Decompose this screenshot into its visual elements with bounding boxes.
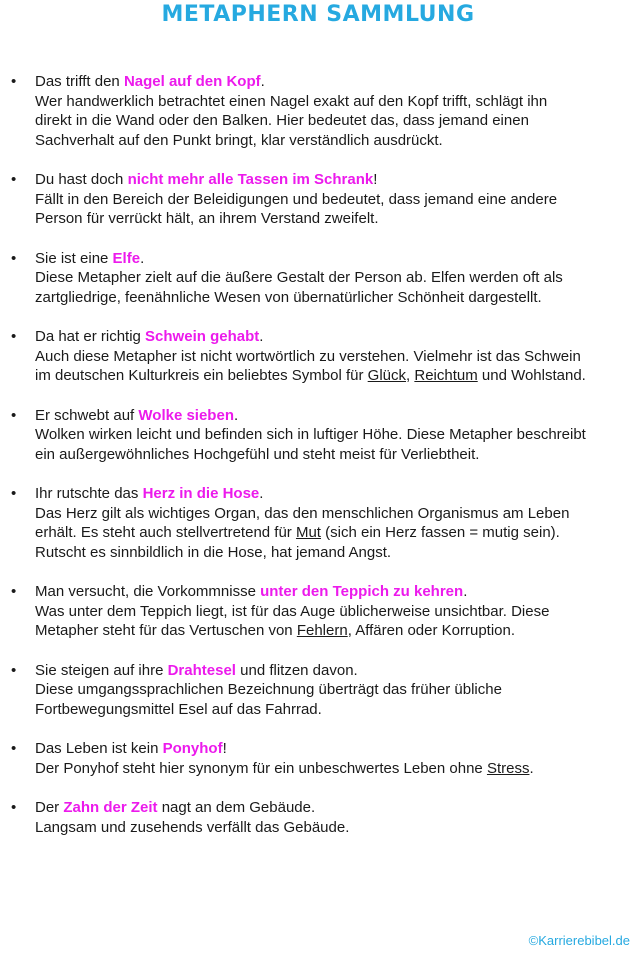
heading-text: ! (373, 171, 378, 188)
bullet: • (11, 661, 17, 679)
metaphor-highlight: Zahn der Zeit (63, 799, 158, 816)
item-heading (35, 661, 636, 681)
item-heading (35, 170, 636, 190)
list-item (0, 484, 636, 562)
description-text: (sich ein Herz fassen = mutig sein). (320, 524, 560, 541)
bullet: • (11, 799, 17, 816)
description-text: , Affären oder Korruption. (347, 622, 516, 639)
item-heading (35, 327, 636, 347)
description-text: im deutschen Kulturkreis ein beliebtes Symbol für (35, 367, 368, 384)
description-line: Fortbewegungsmittel Esel auf das Fahrrad. (35, 700, 322, 718)
description-line: Person für verrückt hält, an ihrem Verstand zweifelt. (35, 210, 379, 227)
heading-text: . (233, 406, 239, 424)
bullet: • (11, 740, 17, 757)
heading-text: Das Leben ist kein (35, 740, 163, 757)
description-line: Fällt in den Bereich der Beleidigungen und bedeutet, dass jemand eine andere (35, 190, 558, 208)
list-item (0, 72, 636, 150)
item-heading (35, 484, 636, 504)
copyright-footer[interactable]: ©Karrierebibel.de (528, 933, 630, 948)
list-item (0, 249, 636, 308)
heading-text: und flitzen davon. (235, 661, 358, 679)
item-heading (35, 72, 636, 92)
bullet: • (11, 583, 17, 600)
list-item (0, 739, 636, 778)
link-glueck[interactable]: Glück (367, 367, 407, 384)
description-text: , (406, 367, 415, 384)
description-text: Metapher steht für das Vertuschen von (35, 622, 297, 639)
description-line: zartgliedrige, feenähnliche Wesen von übernatürlicher Schönheit dargestellt. (35, 288, 542, 306)
page-title: METAPHERN SAMMLUNG (161, 2, 475, 27)
bullet: • (11, 406, 17, 424)
description-text: . (529, 759, 534, 777)
item-heading (35, 798, 636, 818)
heading-text: . (259, 485, 264, 502)
bullet: • (11, 485, 17, 502)
heading-text: ! (222, 740, 227, 757)
description-text: erhält. Es steht auch stellvertretend für (35, 524, 296, 541)
link-reichtum[interactable]: Reichtum (414, 367, 478, 384)
heading-text: . (259, 328, 264, 345)
bullet: • (11, 171, 17, 188)
description-line: Diese Metapher zielt auf die äußere Gestalt der Person ab. Elfen werden oft als (35, 269, 563, 286)
metaphor-highlight: Elfe (112, 249, 141, 267)
item-heading (35, 249, 636, 269)
metaphor-list (0, 72, 636, 857)
heading-text: Du hast doch (35, 171, 128, 188)
description-line (35, 366, 636, 386)
description-line: Wer handwerklich betrachtet einen Nagel exakt auf den Kopf trifft, schlägt ihn (35, 92, 548, 110)
heading-text: Sie ist eine (35, 249, 113, 267)
metaphor-highlight: Schwein gehabt (145, 328, 260, 345)
item-heading (35, 582, 636, 602)
item-heading (35, 739, 636, 759)
heading-text: Ihr rutschte das (35, 485, 143, 502)
list-item (0, 661, 636, 720)
description-line (35, 621, 636, 641)
link-mut[interactable]: Mut (295, 524, 321, 541)
bullet: • (11, 73, 17, 90)
list-item (0, 170, 636, 229)
heading-text: . (260, 73, 265, 90)
metaphor-highlight: unter den Teppich zu kehren (260, 583, 464, 600)
item-heading (35, 406, 636, 426)
heading-text: Sie steigen auf ihre (35, 661, 168, 679)
description-line: Rutscht es sinnbildlich in die Hose, hat jemand Angst. (35, 543, 392, 561)
description-line: Das Herz gilt als wichtiges Organ, das den menschlichen Organismus am Leben (35, 504, 570, 522)
description-line: Diese umgangssprachlichen Bezeichnung überträgt das früher übliche (35, 681, 502, 698)
bullet: • (11, 249, 17, 267)
description-line (35, 759, 636, 779)
description-line: Langsam und zusehends verfällt das Gebäude. (35, 818, 350, 836)
heading-text: nagt an dem Gebäude. (157, 799, 316, 816)
heading-text: Der (35, 799, 64, 816)
heading-text: Da hat er richtig (35, 328, 146, 345)
metaphor-highlight: Ponyhof (162, 740, 223, 757)
metaphor-highlight: Herz in die Hose (142, 485, 260, 502)
list-item (0, 406, 636, 465)
metaphor-highlight: Nagel auf den Kopf (123, 73, 261, 90)
list-item (0, 798, 636, 837)
description-line (35, 523, 636, 543)
heading-text: Er schwebt auf (35, 406, 139, 424)
metaphor-highlight: Drahtesel (167, 661, 236, 679)
description-text: Der Ponyhof steht hier synonym für ein unbeschwertes Leben ohne (35, 759, 487, 777)
link-stress[interactable]: Stress (486, 759, 530, 777)
heading-text: . (140, 249, 145, 267)
link-fehlern[interactable]: Fehlern (296, 622, 348, 639)
heading-text: Man versucht, die Vorkommnisse (35, 583, 261, 600)
description-line: Sachverhalt auf den Punkt bringt, klar verständlich ausdrückt. (35, 131, 443, 149)
description-text: und Wohlstand. (477, 367, 586, 384)
bullet: • (11, 328, 17, 345)
description-line: ein außergewöhnliches Hochgefühl und steht meist für Verliebtheit. (35, 445, 480, 463)
description-line: Wolken wirken leicht und befinden sich in luftiger Höhe. Diese Metapher beschreibt (35, 426, 586, 443)
list-item (0, 327, 636, 386)
heading-text: . (463, 583, 468, 600)
description-line: Was unter dem Teppich liegt, ist für das Auge üblicherweise unsichtbar. Diese (35, 602, 550, 620)
heading-text: Das trifft den (35, 73, 124, 90)
metaphor-highlight: Wolke sieben (138, 406, 234, 424)
metaphor-highlight: nicht mehr alle Tassen im Schrank (127, 171, 374, 188)
description-line: Auch diese Metapher ist nicht wortwörtlich zu verstehen. Vielmehr ist das Schwein (35, 347, 581, 365)
list-item (0, 582, 636, 641)
description-line: direkt in die Wand oder den Balken. Hier bedeutet das, dass jemand einen (35, 112, 529, 129)
